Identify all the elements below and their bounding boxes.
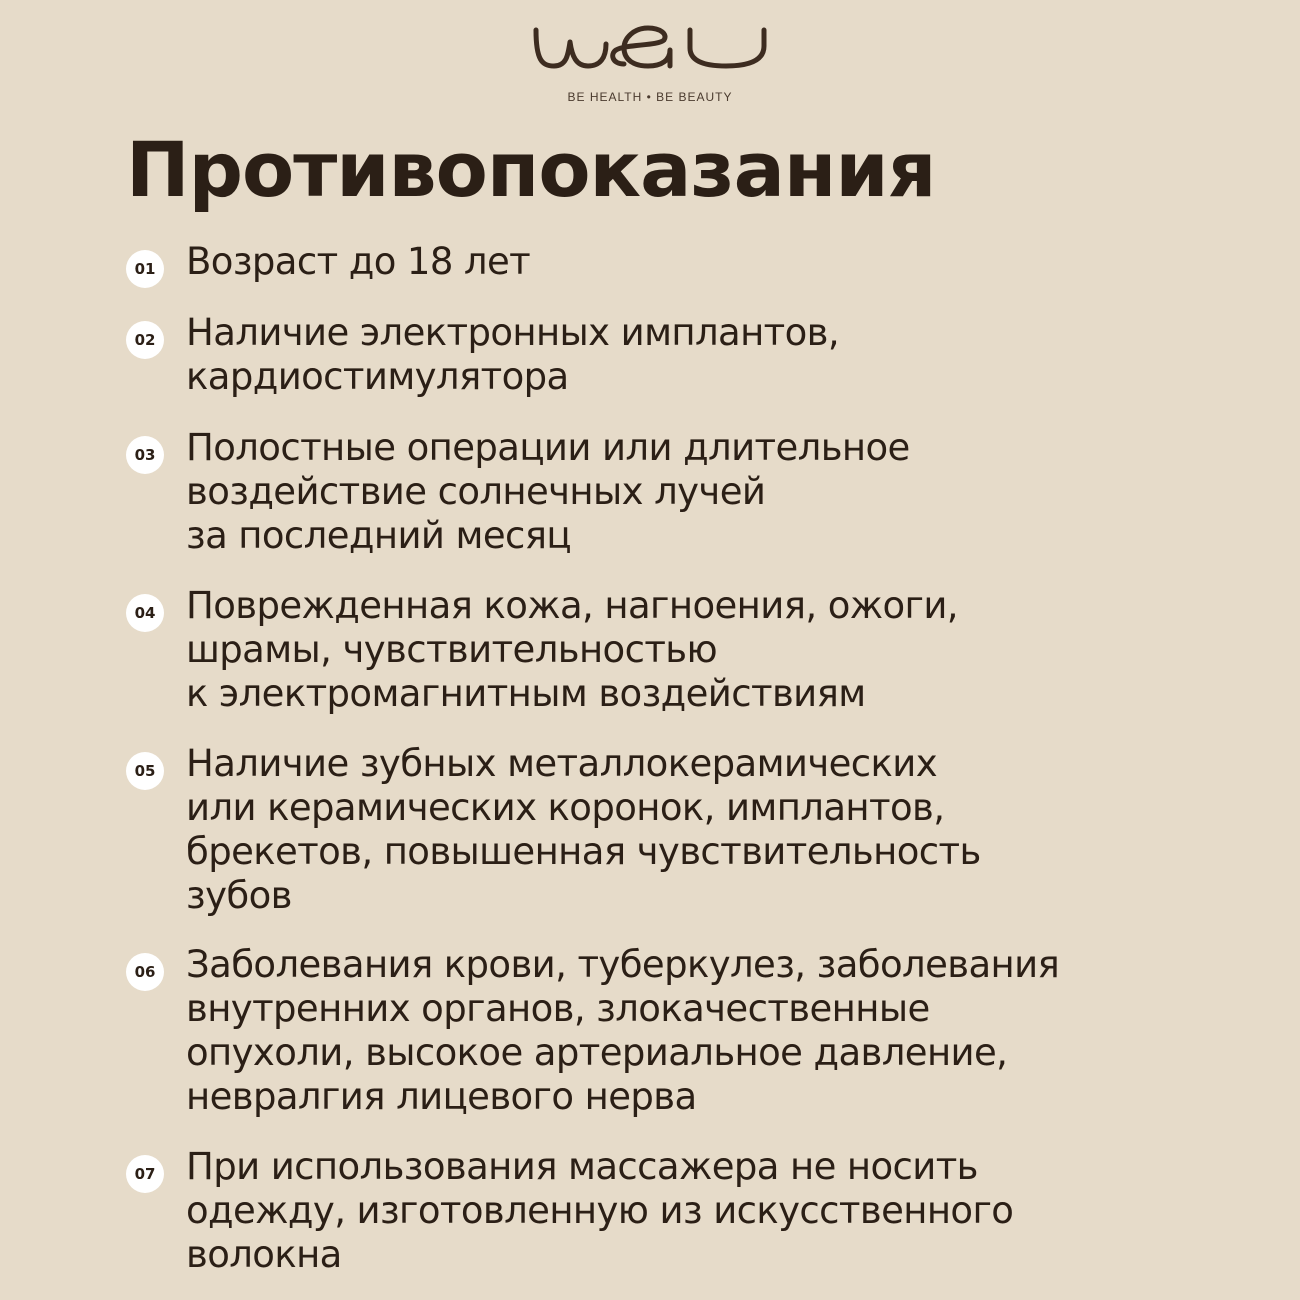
item-line: волокна	[186, 1233, 342, 1276]
item-text	[186, 943, 1286, 1119]
item-line: Заболевания крови, туберкулез, заболевания	[186, 943, 1060, 986]
item-line: шрамы, чувствительностью	[186, 628, 718, 671]
brand-tagline: BE HEALTH • BE BEAUTY	[567, 90, 733, 104]
item-text	[186, 584, 1286, 716]
item-number-badge: 02	[126, 321, 164, 359]
item-number-badge: 04	[126, 594, 164, 632]
item-line: кардиостимулятора	[186, 355, 569, 398]
item-line: внутренних органов, злокачественные	[186, 987, 930, 1030]
item-text	[186, 742, 1286, 918]
item-line: Полостные операции или длительное	[186, 426, 910, 469]
item-number-badge: 07	[126, 1155, 164, 1193]
item-number-badge: 01	[126, 250, 164, 288]
item-text	[186, 311, 1286, 399]
item-line: Наличие зубных металлокерамических	[186, 742, 937, 785]
item-line: или керамических коронок, имплантов,	[186, 786, 945, 829]
item-text	[186, 240, 1286, 284]
item-line: воздействие солнечных лучей	[186, 470, 766, 513]
item-line: опухоли, высокое артериальное давление,	[186, 1031, 1008, 1074]
item-line: Возраст до 18 лет	[186, 240, 531, 283]
item-number-badge: 03	[126, 436, 164, 474]
item-line: Наличие электронных имплантов,	[186, 311, 840, 354]
item-line: за последний месяц	[186, 514, 571, 557]
item-line: невралгия лицевого нерва	[186, 1075, 697, 1118]
item-line: к электромагнитным воздействиям	[186, 672, 866, 715]
item-number-badge: 05	[126, 752, 164, 790]
item-text	[186, 1145, 1286, 1277]
page-title: Противопоказания	[126, 125, 936, 214]
item-line: При использования массажера не носить	[186, 1145, 978, 1188]
item-line: брекетов, повышенная чувствительность	[186, 830, 981, 873]
item-line: Поврежденная кожа, нагноения, ожоги,	[186, 584, 958, 627]
item-line: одежду, изготовленную из искусственного	[186, 1189, 1014, 1232]
item-text	[186, 426, 1286, 558]
item-number-badge: 06	[126, 953, 164, 991]
item-line: зубов	[186, 874, 292, 917]
